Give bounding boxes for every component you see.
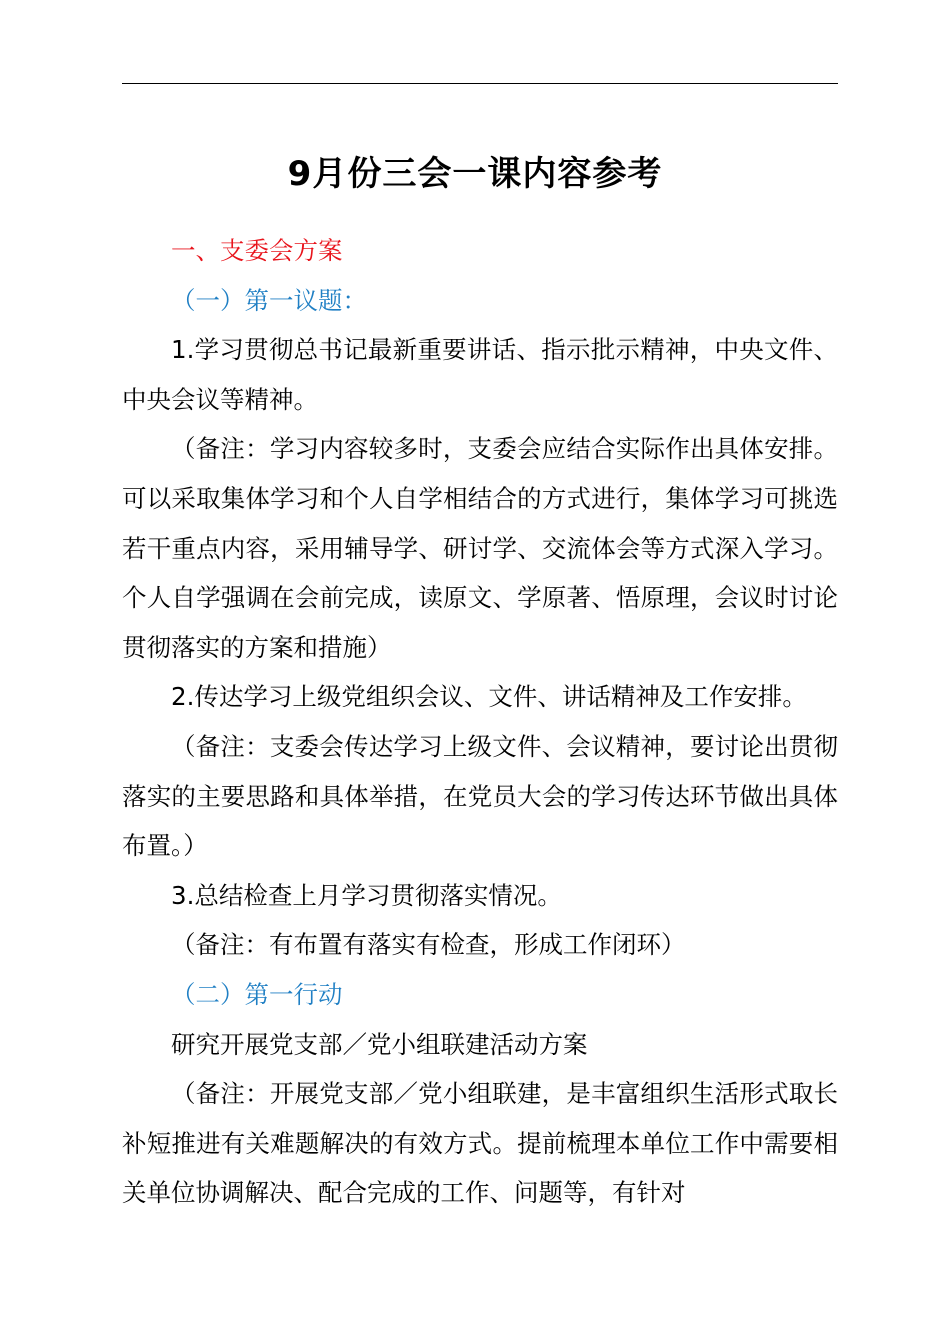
paragraph-note-1: （备注：学习内容较多时，支委会应结合实际作出具体安排。可以采取集体学习和个人自学相结合的方式进行，集体学习可挑选若干重点内容，采用辅导学、研讨学、交流体会等方式深入学习。个人自学强调在会前完成，读原文、学原著、悟原理，会议时讨论贯彻落实的方案和措施） [122,434,838,662]
document-body [122,226,838,1218]
header-rule [122,83,838,84]
paragraph-note-3: （备注：有布置有落实有检查，形成工作闭环） [171,930,686,960]
paragraph-action-item: 研究开展党支部／党小组联建活动方案 [171,1029,588,1059]
page-title: 9月份三会一课内容参考 [287,154,663,194]
paragraph-action-note: （备注：开展党支部／党小组联建，是丰富组织生活形式取长补短推进有关难题解决的有效方式。提前梳理本单位工作中需要相关单位协调解决、配合完成的工作、问题等，有针对 [122,1079,838,1208]
paragraph-note-2: （备注：支委会传达学习上级文件、会议精神，要讨论出贯彻落实的主要思路和具体举措，在党员大会的学习传达环节做出具体布置。） [122,731,838,861]
section-heading-branch-committee: 一、支委会方案 [171,236,343,265]
subsection-heading-first-topic: （一）第一议题： [171,285,367,315]
paragraph-item-1: 1.学习贯彻总书记最新重要讲话、指示批示精神，中央文件、中央会议等精神。 [122,335,838,414]
paragraph-item-3: 3.总结检查上月学习贯彻落实情况。 [171,880,562,910]
subsection-heading-first-action: （二）第一行动 [171,979,343,1009]
paragraph-item-2: 2.传达学习上级党组织会议、文件、讲话精神及工作安排。 [171,682,807,712]
